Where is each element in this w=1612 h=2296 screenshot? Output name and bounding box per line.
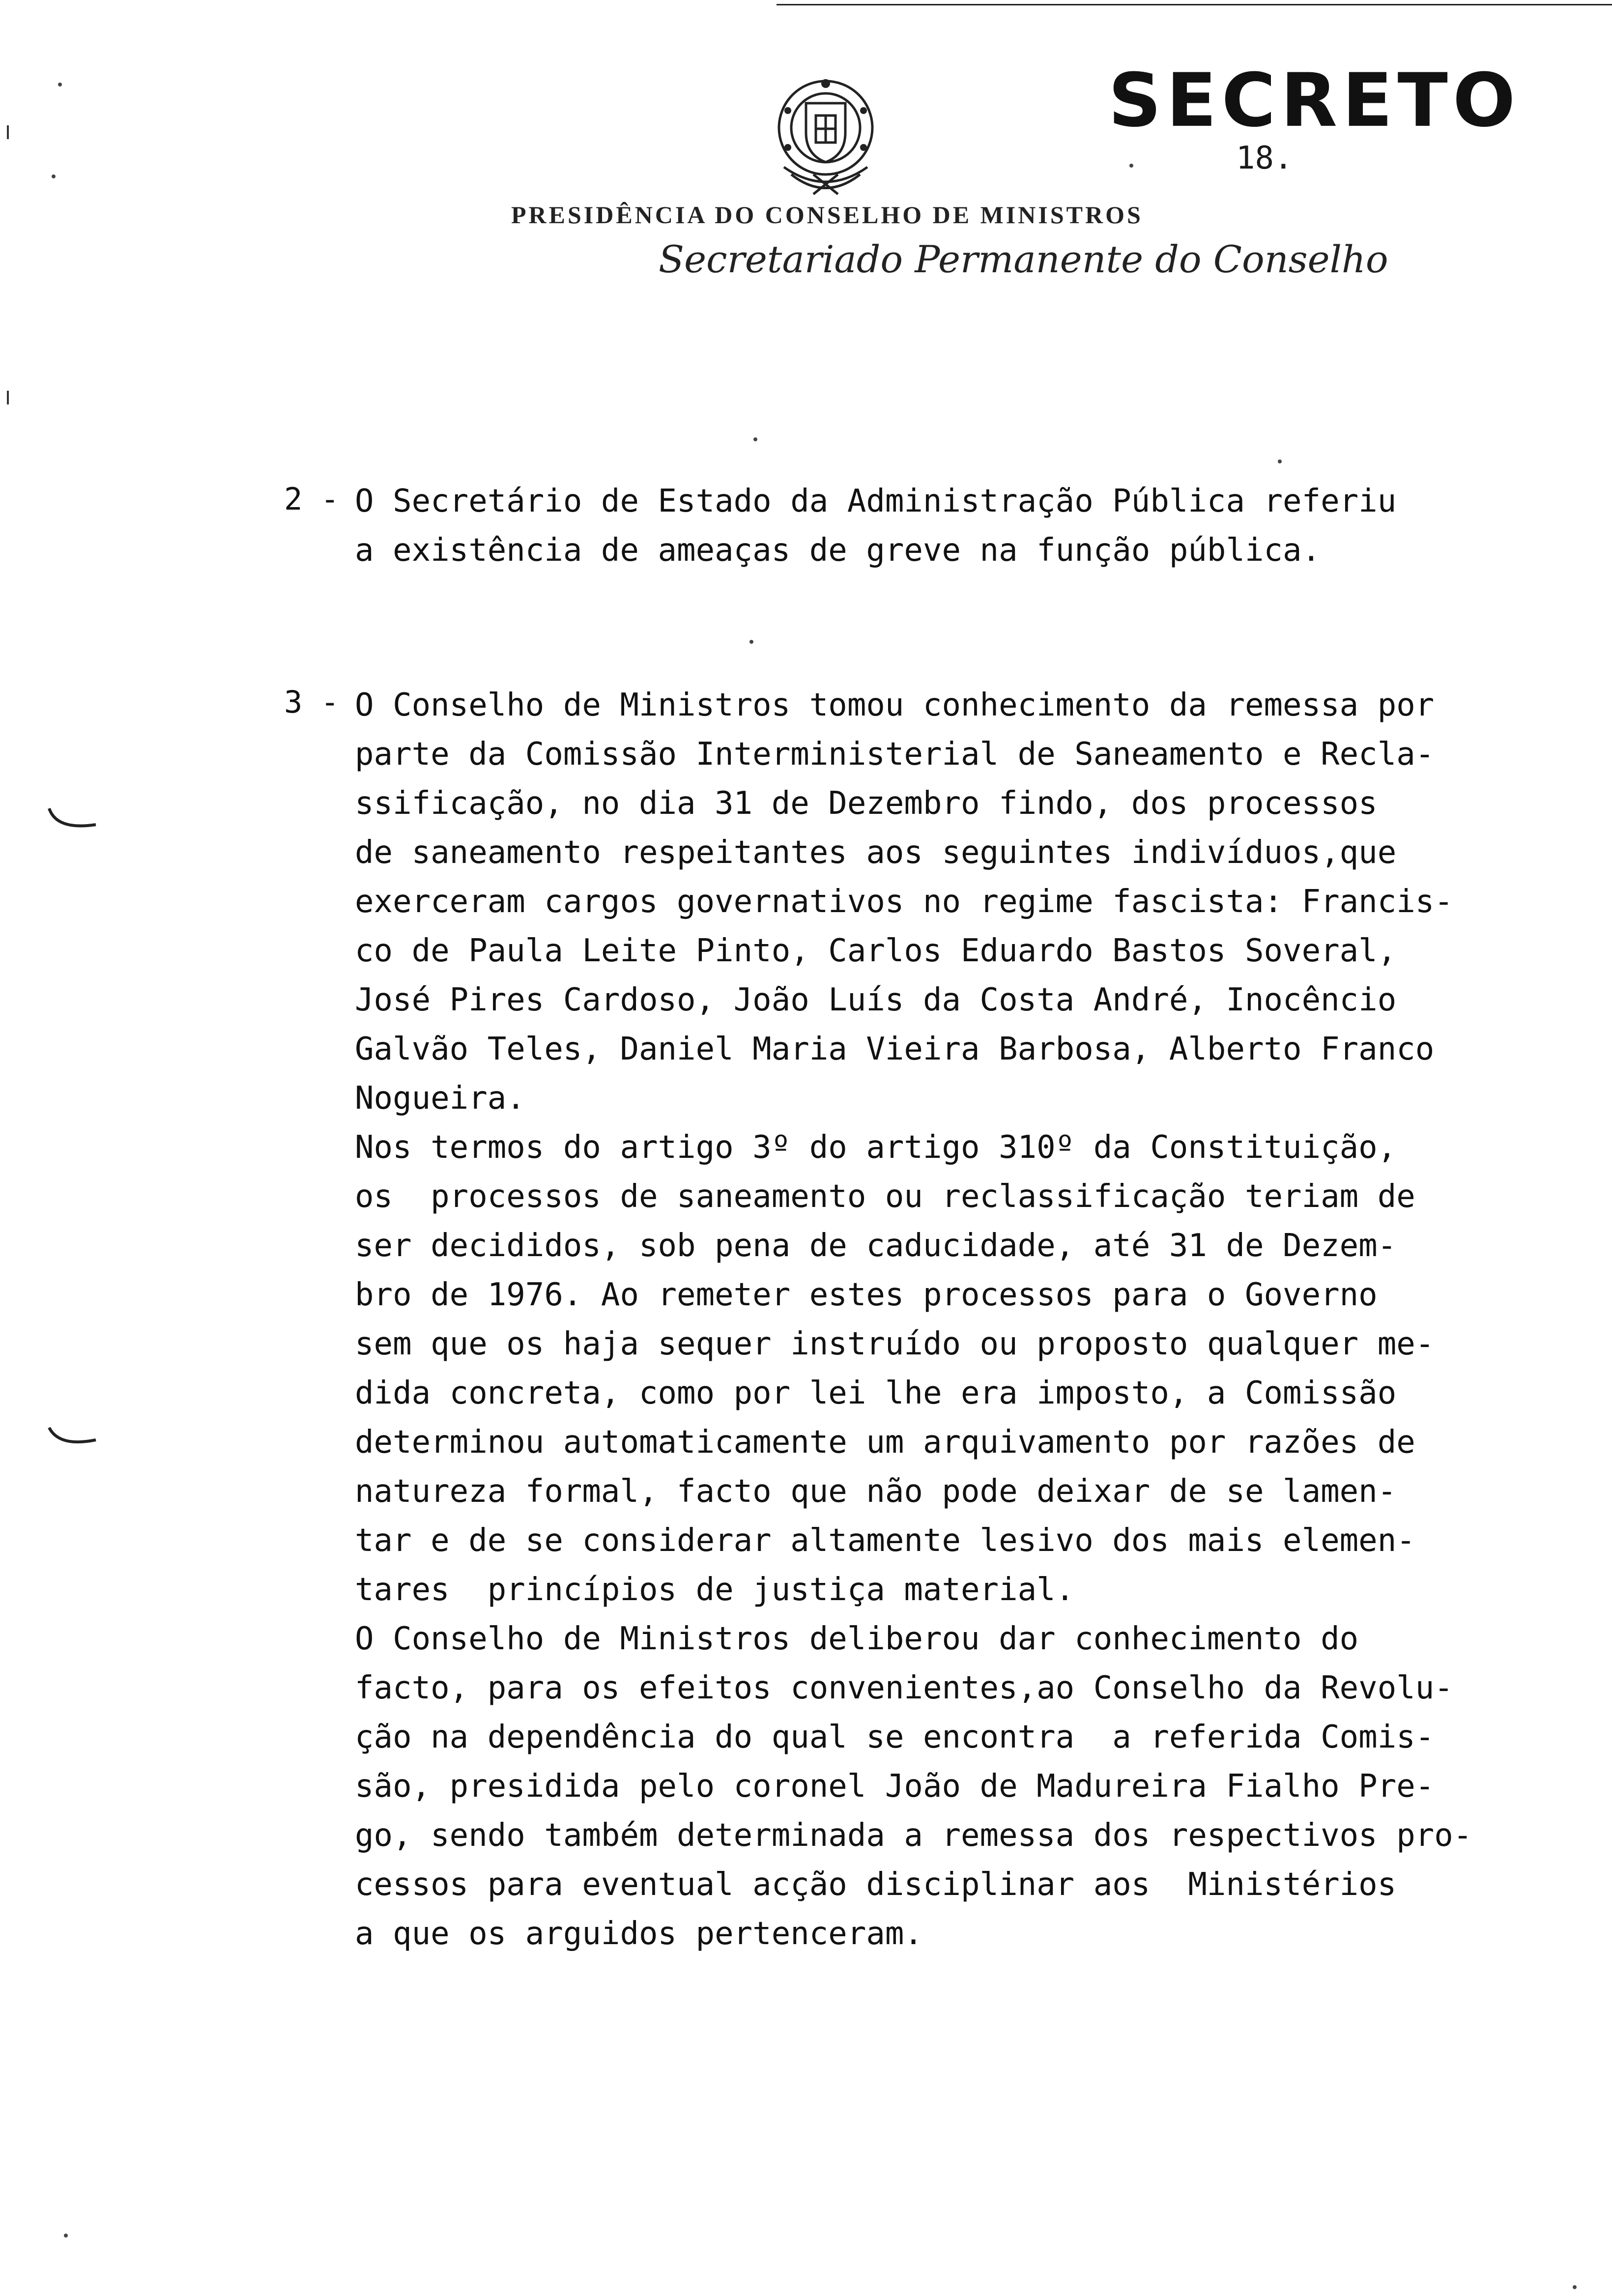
item-3-line: ção na dependência do qual se encontra a referida Comis- [355,1719,1435,1755]
item-3-line: dida concreta, como por lei lhe era imposto, a Comissão [355,1375,1397,1411]
scan-spot [749,640,753,644]
item-2-number: 2 - [284,481,339,517]
item-3-line: Nos termos do artigo 3º do artigo 310º da Constituição, [355,1129,1397,1166]
item-3-line: O Conselho de Ministros tomou conhecimento da remessa por [355,687,1435,723]
item-3-line: os processos de saneamento ou reclassificação teriam de [355,1178,1415,1215]
scan-spot [1278,459,1282,463]
page-number: 18. [1236,140,1293,176]
item-3-number: 3 - [284,684,339,720]
scan-spot [753,437,757,441]
item-3-line: cessos para eventual acção disciplinar aos Ministérios [355,1866,1397,1903]
item-3-line: go, sendo também determinada a remessa dos respectivos pro- [355,1817,1472,1854]
item-3-line: José Pires Cardoso, João Luís da Costa André, Inocêncio [355,982,1397,1018]
scan-spot [7,125,9,139]
item-2-line: O Secretário de Estado da Administração Pública referiu [355,483,1397,519]
scan-spot [52,174,56,178]
item-3-line: co de Paula Leite Pinto, Carlos Eduardo Bastos Soveral, [355,933,1397,969]
item-2-line: a existência de ameaças de greve na função pública. [355,532,1321,569]
page-top-rule [777,4,1612,5]
item-3-line: parte da Comissão Interministerial de Saneamento e Recla- [355,736,1435,773]
scan-spot [58,83,62,86]
item-3-line: tares princípios de justiça material. [355,1572,1075,1608]
item-3-line: natureza formal, facto que não pode deixar de se lamen- [355,1473,1397,1510]
coat-of-arms-emblem [764,69,887,201]
classification-stamp: SECRETO [1108,58,1521,144]
item-3-line: O Conselho de Ministros deliberou dar conhecimento do [355,1621,1359,1657]
item-2-text [355,477,1396,575]
item-3-line: a que os arguidos pertenceram. [355,1916,923,1952]
margin-mark [47,806,101,835]
scan-spot [64,2234,68,2238]
item-3-line: sem que os haja sequer instruído ou proposto qualquer me- [355,1326,1435,1362]
item-3-line: determinou automaticamente um arquivamento por razões de [355,1424,1415,1461]
item-3-line: são, presidida pelo coronel João de Madureira Fialho Pre- [355,1768,1435,1805]
item-3-line: Nogueira. [355,1080,525,1117]
department-script-heading: Secretariado Permanente do Conselho [659,237,1388,281]
item-3-line: ser decididos, sob pena de caducidade, até 31 de Dezem- [355,1228,1397,1264]
item-3-line: facto, para os efeitos convenientes,ao Conselho da Revolu- [355,1670,1453,1706]
organization-heading: PRESIDÊNCIA DO CONSELHO DE MINISTROS [511,201,1143,229]
item-3-line: bro de 1976. Ao remeter estes processos para o Governo [355,1277,1378,1313]
item-3-line: exerceram cargos governativos no regime fascista: Francis- [355,884,1453,920]
item-3-text [355,681,1472,1958]
scan-spot [1129,164,1133,168]
item-3-line: ssificação, no dia 31 de Dezembro findo, dos processos [355,785,1378,822]
item-3-line: tar e de se considerar altamente lesivo dos mais elemen- [355,1522,1415,1559]
item-3-line: de saneamento respeitantes aos seguintes indivíduos,que [355,834,1397,871]
item-3-line: Galvão Teles, Daniel Maria Vieira Barbosa, Alberto Franco [355,1031,1435,1067]
scan-spot [1573,2285,1577,2289]
margin-mark [47,1425,101,1455]
scan-spot [7,391,9,404]
